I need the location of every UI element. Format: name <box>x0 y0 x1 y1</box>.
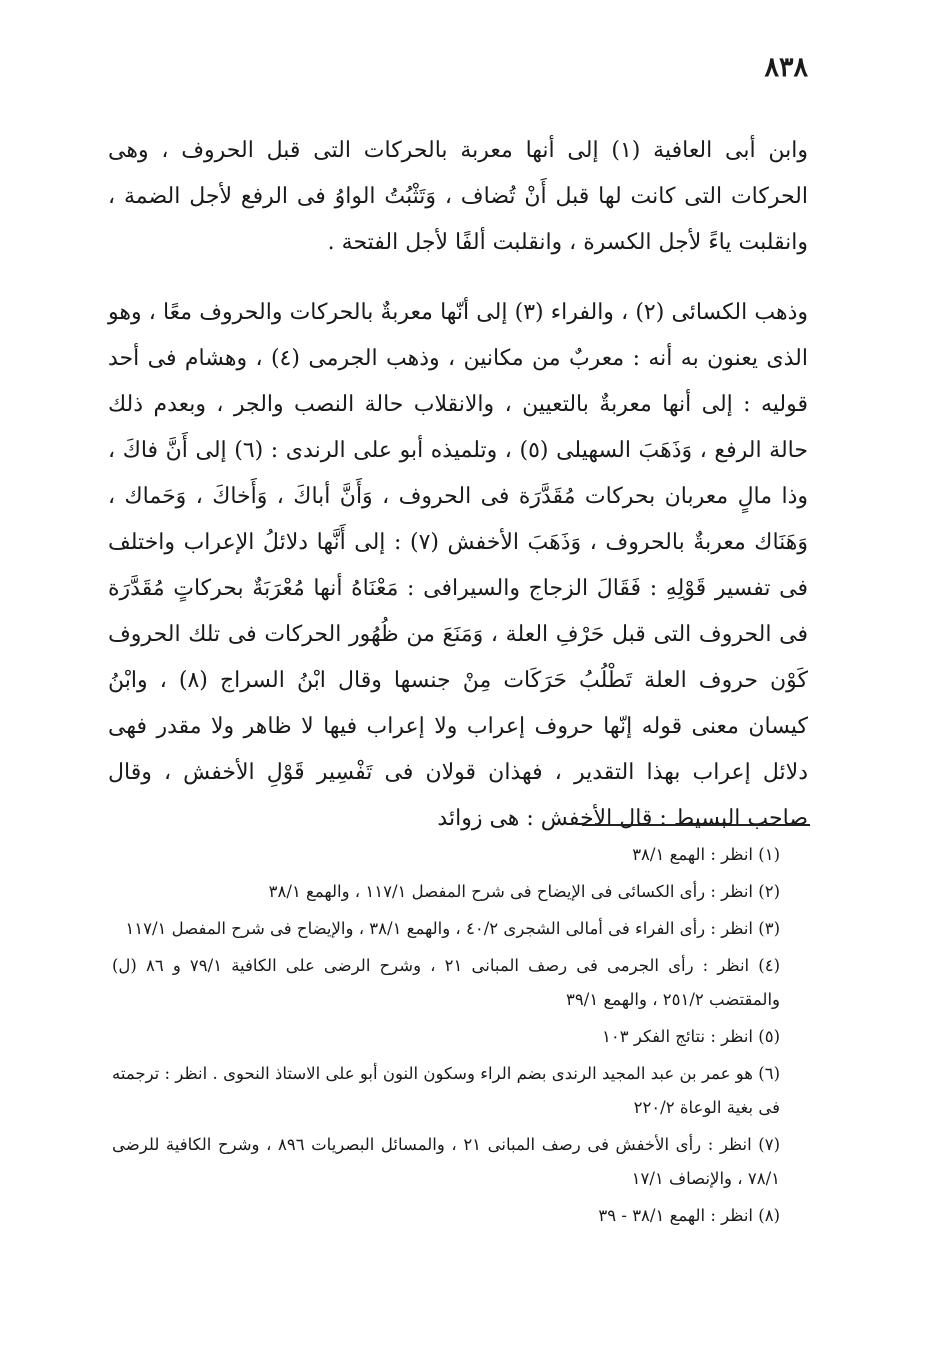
footnote-4: (٤) انظر : رأى الجرمى فى رصف المبانى ٢١ ، وشرح الرضى على الكافية ٧٩/١ و ٨٦ (ل) والمقتضب ٢٥١/٢ ، والهمع ٣٩/١ <box>112 956 780 1009</box>
footnote-6: (٦) هو عمر بن عبد المجيد الرندى بضم الراء وسكون النون أبو على الاستاذ النحوى . انظر : ترجمته فى بغية الوعاة ٢٢٠/٢ <box>112 1064 780 1117</box>
footnote-2: (٢) انظر : رأى الكسائى فى الإيضاح فى شرح المفصل ١١٧/١ ، والهمع ٣٨/١ <box>268 882 780 901</box>
paragraph-1: وابن أبى العافية (١) إلى أنها معربة بالحركات التى قبل الحروف ، وهى الحركات التى كانت لها قبل أَنْ تُضاف ، وَتَثْبُتُ الواوُ فى الرفع لأجل الضمة ، وانقلبت ياءً لأجل الكسرة ، وانقلبت ألفًا لأجل الفتحة . <box>108 138 808 255</box>
footnote-3: (٣) انظر : رأى الفراء فى أمالى الشجرى ٤٠/٢ ، والهمع ٣٨/١ ، والإيضاح فى شرح المفصل ١١٧/١ <box>125 919 780 938</box>
footnote-divider <box>582 824 810 826</box>
footnote-1: (١) انظر : الهمع ٣٨/١ <box>632 845 780 864</box>
footnote-5: (٥) انظر : نتائج الفكر ١٠٣ <box>602 1027 780 1046</box>
footnotes <box>112 838 808 1236</box>
page-number: ٨٣٨ <box>764 52 808 83</box>
footnote-8: (٨) انظر : الهمع ٣٨/١ - ٣٩ <box>598 1206 780 1225</box>
paragraph-2: وذهب الكسائى (٢) ، والفراء (٣) إلى أنّها معربةٌ بالحركات والحروف معًا ، وهو الذى يعنون به أنه : معربٌ من مكانين ، وذهب الجرمى (٤) ، وهشام فى أحد قوليه : إلى أنها معربةٌ بالتعيين ، والانقلاب حالة النصب والجر ، وبعدم ذلك حالة الرفع ، وَذَهَبَ السهيلى (٥) ، وتلميذه أبو على الرندى : (٦) إلى أَنَّ فاكَ ، وذا مالٍ معربان بحركات مُقَدَّرَة فى الحروف ، وَأَنَّ أباكَ ، وَأَخاكَ ، وَحَماك ، وَهَنَاك معربةٌ بالحروف ، وَذَهَبَ الأخفش (٧) : إلى أَنَّها دلائلُ الإعراب واختلف فى تفسير قَوْلِهِ : فَقَالَ الزجاج والسيرافى : مَعْنَاهُ أنها مُعْرَبَةٌ بحركاتٍ مُقَدَّرَة فى الحروف التى قبل حَرْفِ العلة ، وَمَنَعَ من ظُهُور الحركات فى تلك الحروف كَوْن حروف العلة تَطْلُبُ حَرَكَات مِنْ جنسها وقال ابْنُ السراج (٨) ، وابْنُ كيسان معنى قوله إنّها حروف إعراب ولا إعراب فيها لا ظاهر ولا مقدر فهى دلائل إعراب بهذا التقدير ، فهذان قولان فى تَفْسِير قَوْلِ الأخفش ، وقال صاحب البسيط : قال الأخفش : هى زوائد <box>108 300 809 831</box>
footnote-7: (٧) انظر : رأى الأخفش فى رصف المبانى ٢١ ، والمسائل البصريات ٨٩٦ ، وشرح الكافية للرضى ٧٨/١ ، والإنصاف ١٧/١ <box>112 1135 780 1188</box>
main-text <box>108 128 808 866</box>
